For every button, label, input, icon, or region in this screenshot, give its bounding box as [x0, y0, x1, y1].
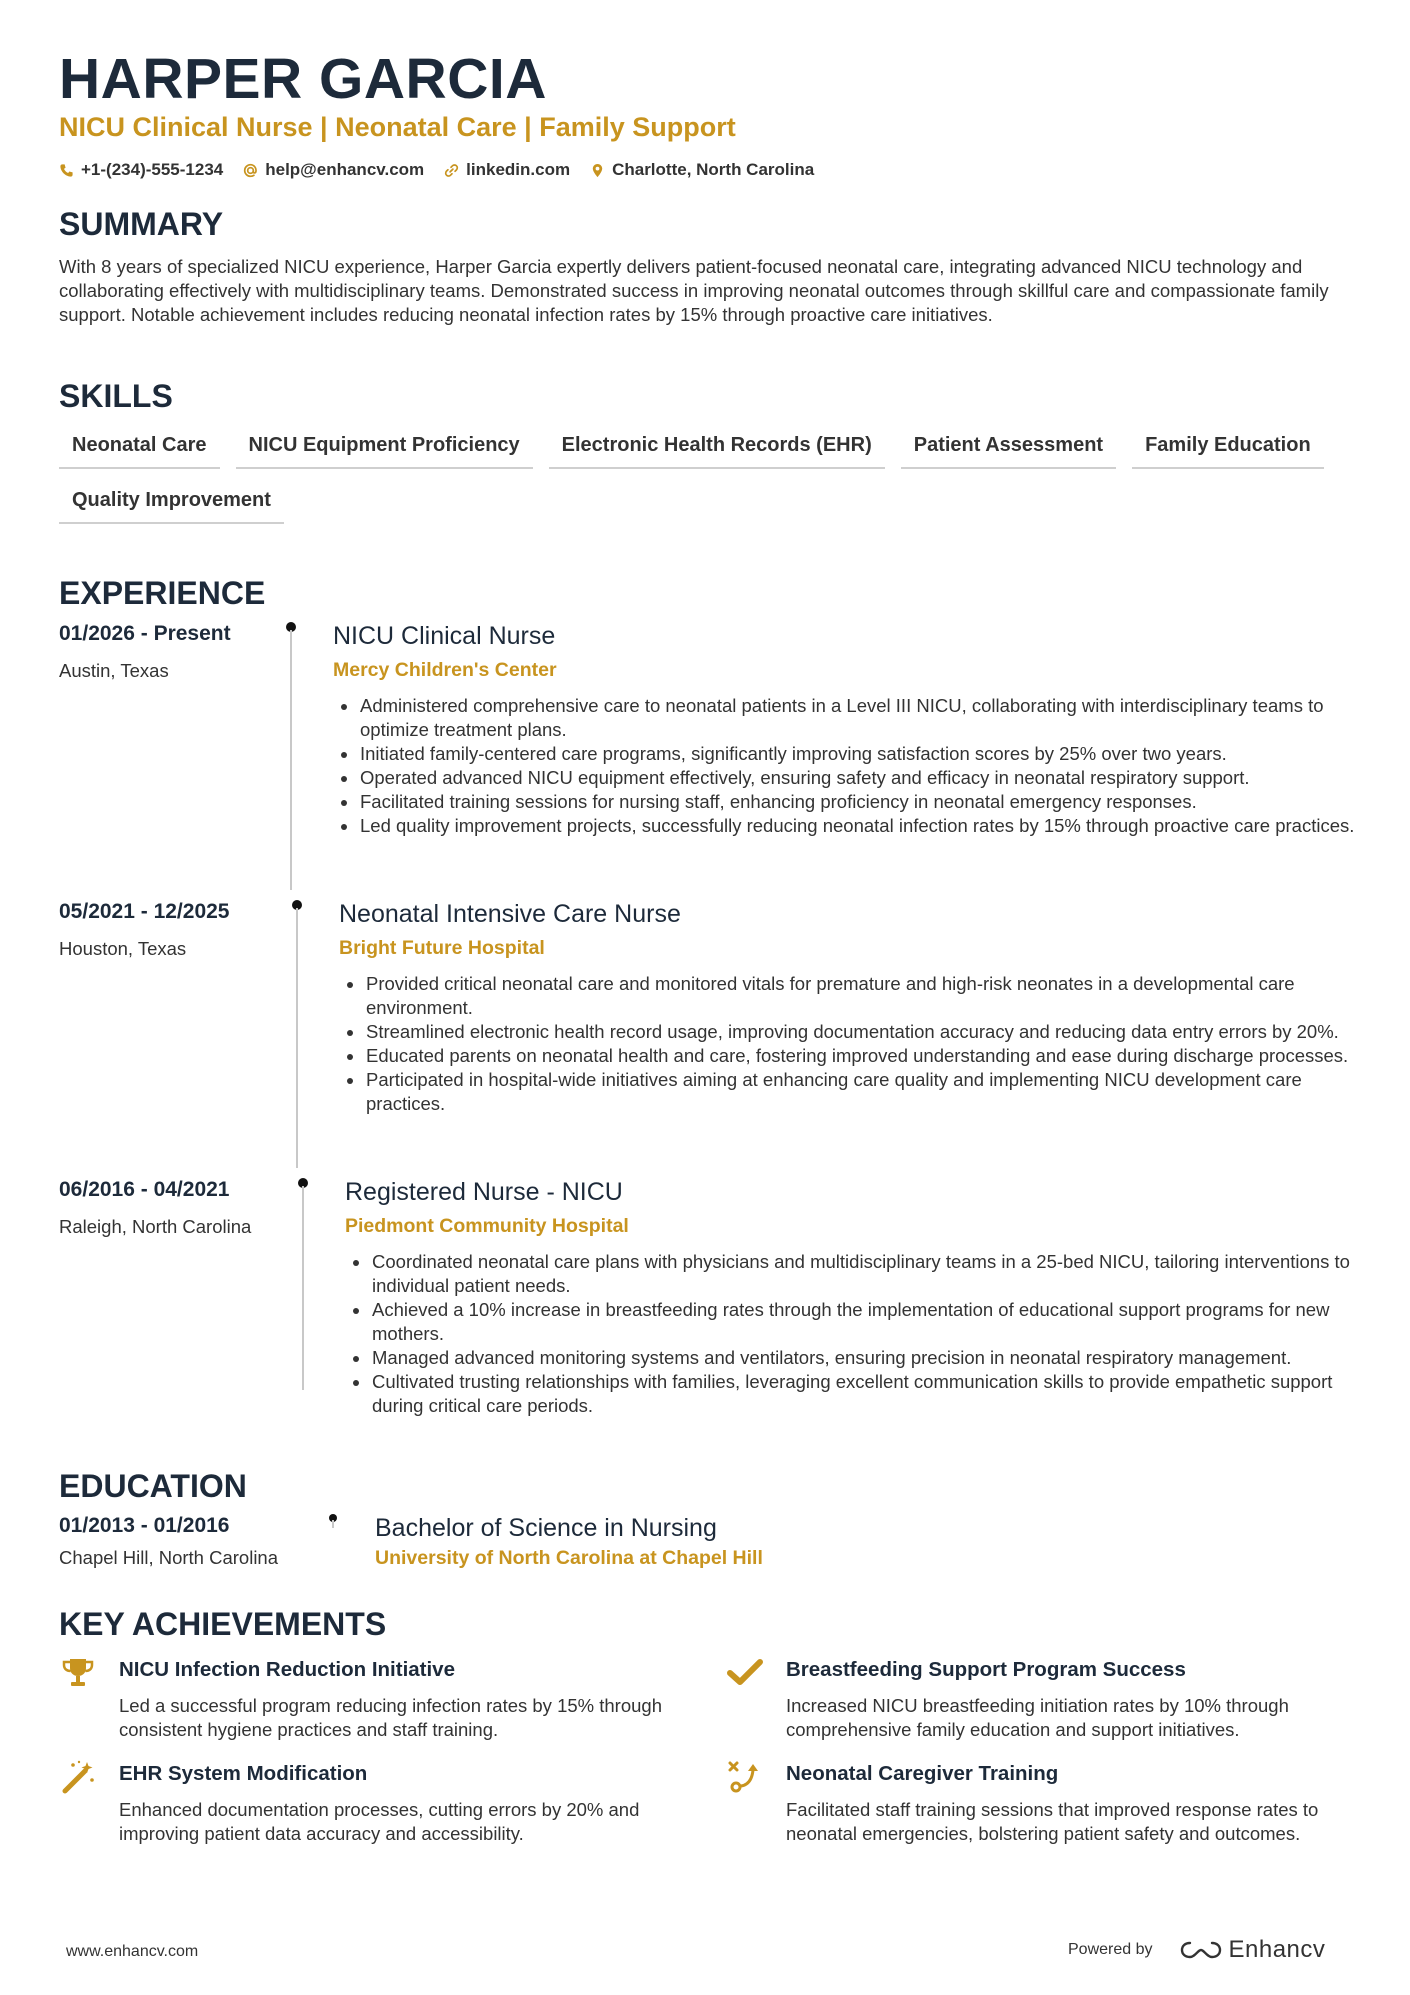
footer-branding [1068, 1936, 1325, 1964]
education-details [375, 1514, 1275, 1570]
skill-tag: Patient Assessment [901, 428, 1116, 469]
skills-list [59, 428, 1359, 524]
candidate-name: HARPER GARCIA [59, 47, 547, 111]
bullet-item: Achieved a 10% increase in breastfeeding rates through the implementation of educational support programs for new mothers. [345, 1298, 1359, 1346]
experience-company: Mercy Children's Center [333, 659, 557, 681]
experience-bullets [339, 972, 1359, 1116]
experience-heading: EXPERIENCE [59, 575, 266, 611]
magic-wand-icon [59, 1758, 97, 1796]
skill-tag: Quality Improvement [59, 483, 284, 524]
contact-location [590, 160, 814, 180]
experience-location: Austin, Texas [59, 660, 169, 681]
experience-details [333, 622, 1359, 838]
timeline-line [302, 1186, 304, 1390]
skill-tag: NICU Equipment Proficiency [236, 428, 533, 469]
skill-tag: Family Education [1132, 428, 1324, 469]
experience-title: Neonatal Intensive Care Nurse [339, 900, 681, 928]
bullet-item: Coordinated neonatal care plans with physicians and multidisciplinary teams in a 25-bed NICU, tailoring interventions to individual patient needs. [345, 1250, 1359, 1298]
education-location: Chapel Hill, North Carolina [59, 1547, 279, 1568]
bullet-item: Participated in hospital-wide initiatives aiming at enhancing care quality and implementing NICU development care practices. [339, 1068, 1359, 1116]
bullet-item: Led quality improvement projects, successfully reducing neonatal infection rates by 15% through proactive care practices. [333, 814, 1359, 838]
trophy-icon [59, 1654, 97, 1692]
at-icon [243, 163, 258, 178]
bullet-item: Cultivated trusting relationships with families, leveraging excellent communication skills to provide empathetic support during critical care periods. [345, 1370, 1359, 1418]
skill-tag: Neonatal Care [59, 428, 220, 469]
enhancv-logo-icon [1179, 1939, 1223, 1961]
location-pin-icon [590, 163, 605, 178]
phone-icon [59, 163, 74, 178]
timeline-line [290, 630, 292, 890]
achievement-description: Led a successful program reducing infection rates by 15% through consistent hygiene practices and staff training. [119, 1695, 662, 1740]
bullet-item: Educated parents on neonatal health and care, fostering improved understanding and ease during discharge processes. [339, 1044, 1359, 1068]
achievements-heading: KEY ACHIEVEMENTS [59, 1606, 387, 1642]
experience-bullets [345, 1250, 1359, 1418]
contact-email[interactable] [243, 160, 424, 180]
education-school: University of North Carolina at Chapel Hill [375, 1547, 763, 1569]
experience-bullets [333, 694, 1359, 838]
education-date: 01/2013 - 01/2016 [59, 1514, 230, 1537]
education-heading: EDUCATION [59, 1468, 247, 1504]
footer-website-link[interactable]: www.enhancv.com [66, 1943, 199, 1960]
experience-title: Registered Nurse - NICU [345, 1178, 623, 1206]
achievement-item [726, 1758, 1346, 1868]
bullet-item: Facilitated training sessions for nursing staff, enhancing proficiency in neonatal emergency responses. [333, 790, 1359, 814]
bullet-item: Provided critical neonatal care and monitored vitals for premature and high-risk neonates in a developmental care environment. [339, 972, 1359, 1020]
experience-entry [59, 900, 1359, 1168]
candidate-headline: NICU Clinical Nurse | Neonatal Care | Family Support [59, 112, 736, 142]
contact-phone-text: +1-(234)-555-1234 [81, 160, 224, 179]
achievement-item [59, 1758, 679, 1848]
experience-details [339, 900, 1359, 1116]
bullet-item: Initiated family-centered care programs, significantly improving satisfaction scores by 25% over two years. [333, 742, 1359, 766]
timeline-line [332, 1520, 334, 1528]
timeline-line [296, 908, 298, 1168]
achievement-item [59, 1654, 679, 1744]
link-icon [444, 163, 459, 178]
experience-entry [59, 1178, 1359, 1416]
achievement-title: NICU Infection Reduction Initiative [119, 1658, 455, 1681]
achievement-description: Facilitated staff training sessions that improved response rates to neonatal emergencies, bolstering patient safety and outcomes. [786, 1799, 1319, 1844]
experience-title: NICU Clinical Nurse [333, 622, 556, 650]
experience-location: Raleigh, North Carolina [59, 1216, 252, 1237]
bullet-item: Operated advanced NICU equipment effectively, ensuring safety and efficacy in neonatal respiratory support. [333, 766, 1359, 790]
achievement-title: EHR System Modification [119, 1762, 368, 1785]
experience-meta [59, 1178, 279, 1238]
achievement-title: Breastfeeding Support Program Success [786, 1658, 1186, 1681]
experience-location: Houston, Texas [59, 938, 187, 959]
summary-heading: SUMMARY [59, 206, 224, 242]
contact-linkedin-text: linkedin.com [466, 160, 571, 179]
strategy-icon [726, 1758, 764, 1796]
experience-meta [59, 900, 279, 960]
brand-logo[interactable] [1179, 1936, 1326, 1964]
education-entry [59, 1514, 1359, 1574]
contact-phone[interactable] [59, 160, 223, 180]
contact-location-text: Charlotte, North Carolina [612, 160, 815, 179]
experience-meta [59, 622, 279, 682]
education-degree: Bachelor of Science in Nursing [375, 1514, 717, 1542]
contact-bar [59, 160, 814, 180]
powered-by-label: Powered by [1068, 1941, 1153, 1958]
bullet-item: Streamlined electronic health record usage, improving documentation accuracy and reducing data entry errors by 20%. [339, 1020, 1359, 1044]
bullet-item: Administered comprehensive care to neonatal patients in a Level III NICU, collaborating with interdisciplinary teams to optimize treatment plans. [333, 694, 1359, 742]
contact-linkedin[interactable] [444, 160, 570, 180]
contact-email-text: help@enhancv.com [265, 160, 425, 179]
experience-entry [59, 622, 1359, 890]
experience-date: 05/2021 - 12/2025 [59, 900, 230, 923]
bullet-item: Managed advanced monitoring systems and ventilators, ensuring precision in neonatal respiratory management. [345, 1346, 1359, 1370]
skills-heading: SKILLS [59, 378, 173, 414]
experience-company: Bright Future Hospital [339, 937, 545, 959]
skill-tag: Electronic Health Records (EHR) [549, 428, 885, 469]
achievement-description: Enhanced documentation processes, cutting errors by 20% and improving patient data accuracy and accessibility. [119, 1799, 640, 1844]
brand-name: Enhancv [1228, 1936, 1326, 1963]
experience-details [345, 1178, 1359, 1418]
experience-date: 01/2026 - Present [59, 622, 231, 645]
achievement-title: Neonatal Caregiver Training [786, 1762, 1059, 1785]
achievement-item [726, 1654, 1346, 1744]
checkmark-icon [726, 1654, 764, 1692]
achievement-description: Increased NICU breastfeeding initiation rates by 10% through comprehensive family education and support initiatives. [786, 1695, 1289, 1740]
experience-date: 06/2016 - 04/2021 [59, 1178, 230, 1201]
summary-text: With 8 years of specialized NICU experience, Harper Garcia expertly delivers patient-focused neonatal care, integrating advanced NICU technology and collaborating effectively with multidisciplinary teams. Demonstrated success in improving neonatal outcomes through skillful care and compassionate family support. Notable achievement includes reducing neonatal infection rates by 15% through proactive care initiatives. [59, 256, 1329, 325]
experience-company: Piedmont Community Hospital [345, 1215, 629, 1237]
education-meta [59, 1514, 309, 1569]
